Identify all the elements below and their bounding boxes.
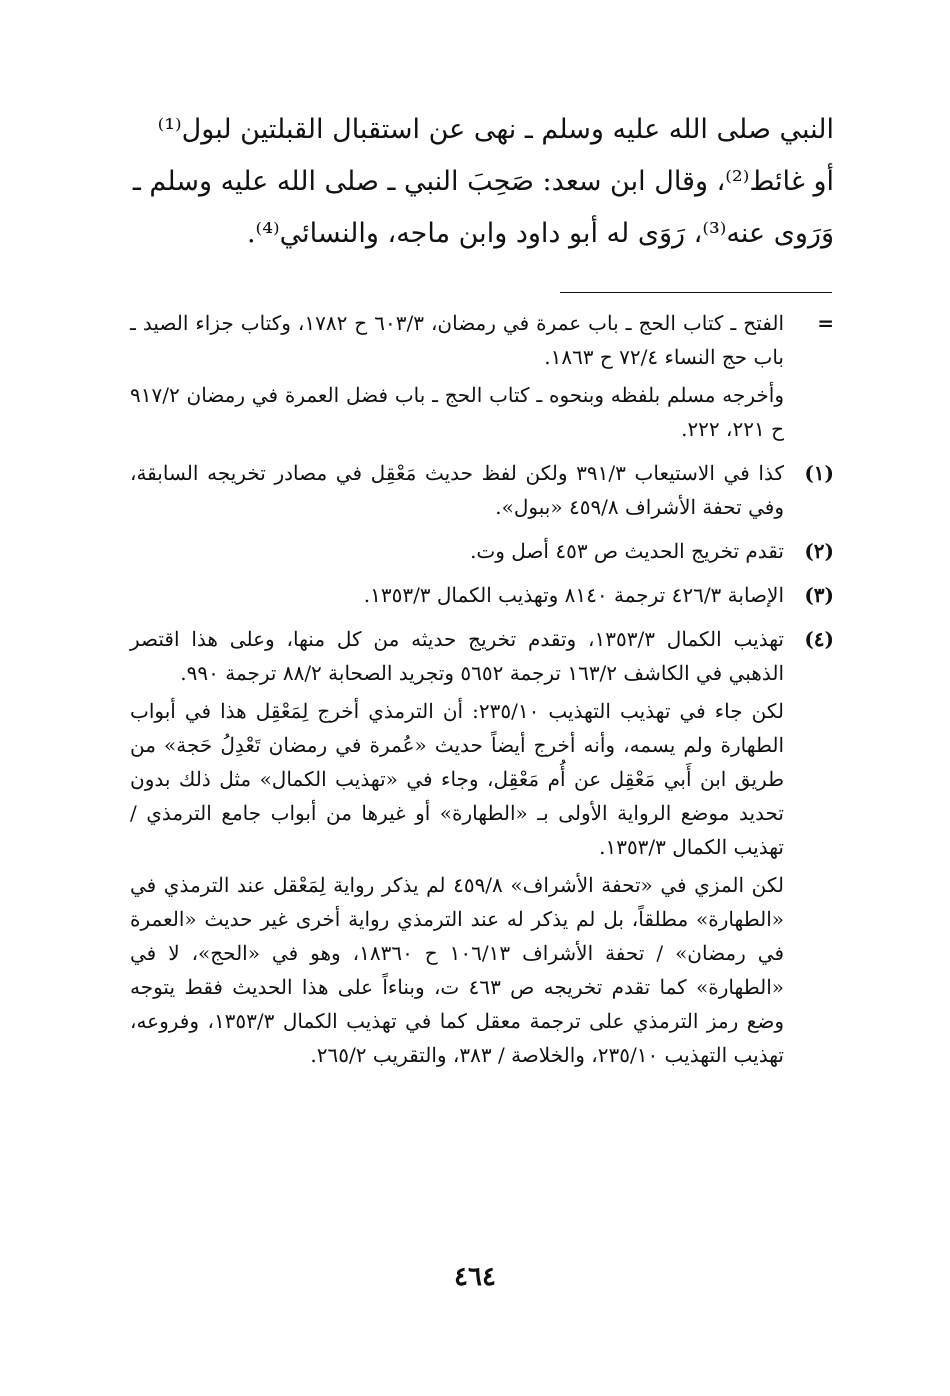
- main-line-3: وَرَوى عنه⁽³⁾، رَوَى له أبو داود وابن ماجه، والنسائي⁽⁴⁾.: [246, 218, 834, 249]
- footnote-continuation: [130, 306, 834, 446]
- footnote-paragraph-3: لكن المزي في «تحفة الأشراف» ٤٥٩/٨ لم يذكر رواية لِمَعْقل عند الترمذي في «الطهارة» مطلقاً، بل لم يذكر له عند الترمذي رواية أخرى غير حديث «العمرة في رمضان» / تحفة الأشراف ١٠٦/١٣ ح ١٨٣٦٠، وهو في «الحج»، لا في «الطهارة» كما تقدم تخريجه ص ٤٦٣ ت، وبناءاً على هذا الحديث فقط يتوجه وضع رمز الترمذي على ترجمة معقل كما في تهذيب الكمال ١٣٥٣/٣، وفروعه، تهذيب التهذيب ٢٣٥/١٠، والخلاصة / ٣٨٣، والتقريب ٢٦٥/٢.: [130, 873, 785, 1067]
- footnote-separator: [560, 292, 832, 293]
- continuation-paragraph-2: وأخرجه مسلم بلفظه وبنحوه ـ كتاب الحج ـ باب فضل العمرة في رمضان ٩١٧/٢ ح ٢٢١، ٢٢٢.: [130, 383, 784, 441]
- footnote-number: (١): [804, 461, 834, 485]
- footnote-text: تقدم تخريج الحديث ص ٤٥٣ أصل وت.: [470, 539, 784, 563]
- footnotes: [130, 306, 834, 1082]
- footnote-text: كذا في الاستيعاب ٣٩١/٣ ولكن لفظ حديث مَعْقِل في مصادر تخريجه السابقة، وفي تحفة الأشراف ٤٥٩/٨ «ببول».: [130, 461, 784, 519]
- continuation-mark: =: [817, 311, 834, 335]
- continuation-paragraph-1: الفتح ـ كتاب الحج ـ باب عمرة في رمضان، ٦٠٣/٣ ح ١٧٨٢، وكتاب جزاء الصيد ـ باب حج النساء ٧٢/٤ ح ١٨٦٣.: [130, 311, 785, 369]
- footnote-number: (٣): [804, 583, 834, 607]
- footnote-number: (٤): [804, 627, 834, 651]
- footnote-paragraph-1: تهذيب الكمال ١٣٥٣/٣، وتقدم تخريج حديثه من كل منها، وعلى هذا اقتصر الذهبي في الكاشف ١٦٣/٢ ترجمة ٥٦٥٢ وتجريد الصحابة ٨٨/٢ ترجمة ٩٩٠.: [130, 627, 784, 685]
- footnote-number: (٢): [804, 539, 834, 563]
- footnote-text: الإصابة ٤٢٦/٣ ترجمة ٨١٤٠ وتهذيب الكمال ١٣٥٣/٣.: [363, 583, 784, 607]
- page-number: ٤٦٤: [454, 1262, 496, 1292]
- main-line-2: أو غائط⁽²⁾، وقال ابن سعد: صَحِبَ النبي ـ صلى الله عليه وسلم ـ: [132, 166, 834, 197]
- footnote-paragraph-2: لكن جاء في تهذيب التهذيب ٢٣٥/١٠: أن الترمذي أخرج لِمَعْقِل هذا في أبواب الطهارة ولم يسمه، وأنه أخرج أيضاً حديث «عُمرة في رمضان تَعْدِلُ حَجة» من طريق ابن أَبي مَعْقِل عن أُم مَعْقِل، وجاء في «تهذيب الكمال» مثل ذلك بدون تحديد موضع الرواية الأولى بـ «الطهارة» أو غيرها من أبواب جامع الترمذي / تهذيب الكمال ١٣٥٣/٣.: [130, 699, 784, 859]
- main-line-1: النبي صلى الله عليه وسلم ـ نهى عن استقبال القبلتين لبول⁽¹⁾: [157, 114, 834, 145]
- footnote-4: [130, 622, 834, 1072]
- footnote-3: [130, 578, 834, 612]
- footnote-2: [130, 534, 834, 568]
- main-text: [130, 104, 834, 260]
- footnote-1: [130, 456, 834, 524]
